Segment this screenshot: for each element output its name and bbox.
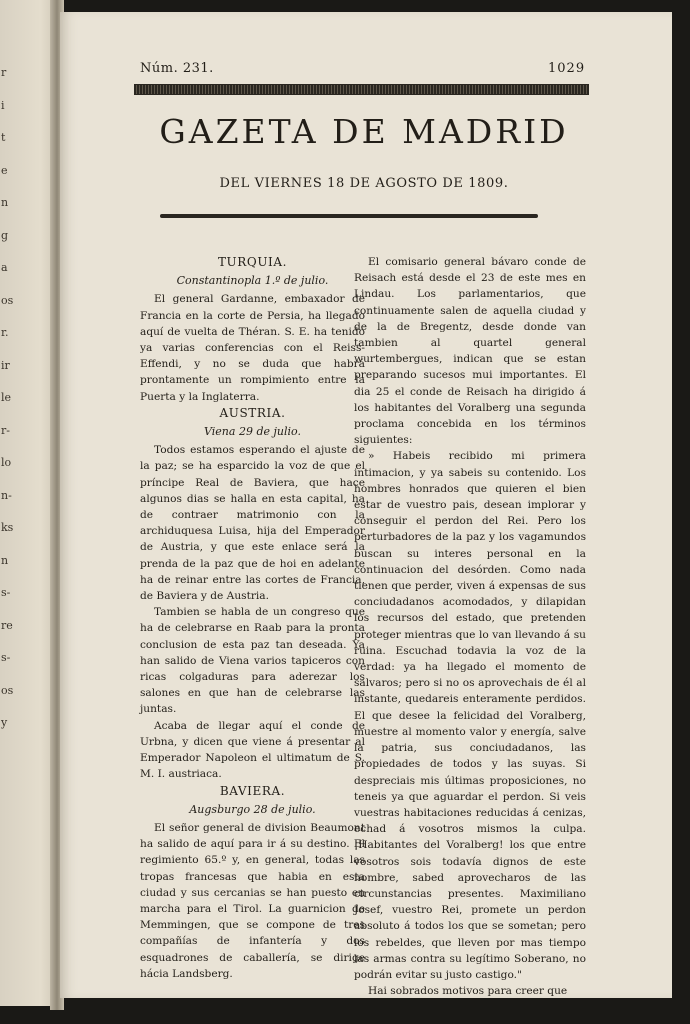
section-heading-austria: AUSTRIA. (219, 405, 286, 420)
article-paragraph: El señor general de division Beaumont ha salido de aquí para ir á su destino. El regimiento 65.º y, en general, todas las tropas francesas que habia en esta ciudad y sus cercanias se han puesto en marcha para el Tirol. La guarnicion de Memmingen, que se compone de tres compañías de infantería y dos esquadrones de caballería, se dirige hácia Landsberg. (140, 821, 365, 980)
facing-page-text-fragment: n- (1, 488, 12, 502)
ornamental-rule (134, 84, 589, 95)
article-paragraph: Todos estamos esperando el ajuste de la paz; se ha esparcido la voz de que el príncipe Real de Baviera, que hace algunos dias se halla en esta capital, ha de contraer matrimonio con la archiduquesa Luisa, hija del Emperador de Austria, y que este enlace será la prenda de la paz que de hoi en adelante ha de reinar entre las cortes de Francia, de Baviera y de Austria. (140, 444, 365, 603)
issue-number: Núm. 231. (140, 61, 214, 76)
facing-page-text-fragment: n (1, 553, 9, 567)
facing-page-text-fragment: os (1, 293, 14, 307)
facing-page-text-fragment: n (1, 196, 9, 209)
facing-page-text-fragment: e (1, 163, 8, 177)
article-paragraph: El general Gardanne, embaxador de Francia en la corte de Persia, ha llegado aquí de vuelta de Théran. S. E. ha tenido ya varias conferencias con el Reiss-Effendi, y no se duda que habrá prontamente un rompimiento entre la Puerta y la Inglaterra. (140, 293, 365, 403)
facing-page-text-fragment: g (1, 228, 9, 242)
facing-page-text-fragment: r- (1, 423, 10, 437)
facing-page-text-fragment: re (1, 618, 13, 632)
facing-page-text-fragment: r (1, 66, 7, 79)
facing-page-text-fragment: ks (1, 521, 14, 534)
facing-page-text-fragment: le (1, 391, 12, 404)
facing-page-text-fragment: s- (1, 651, 11, 664)
dateline-augsburgo: Augsburgo 28 de julio. (189, 802, 316, 816)
facing-page-text-fragment: a (1, 261, 8, 274)
section-heading-turquia: TURQUIA. (217, 255, 288, 269)
proclamation-paragraph: » Habeis recibido mi primera intimacion, y ya sabeis su contenido. Los hombres honrados que quieren el bien estar de vuestro pais, desean implorar y conseguir el perdon del Rei. Pero los perturbadores de la paz y los vagamundos buscan su interes personal en la continuacion del desórden. Como nada tienen que perder, viven á expensas de sus conciudadanos acomodados, y dilapidan los recursos del estado, que pretenden proteger mientras que lo van llevando á su ruina. Escuchad todavia la voz de la verdad: ya ha llegado el momento de salvaros; pero si no os aprovechais de él al instante, quedareis enteramente perdidos. El que desee la felicidad del Voralberg, muestre al momento valor y energía, salve la patria, sus conciudadanos, las propiedades de todos y las suyas. Si despreciais mis últimas proposiciones, no teneis ya que aguardar el perdon. Si veis vuestras habitaciones reducidas á cenizas, echad á vosotros mismos la culpa. ¡Habitantes del Voralberg! los que entre vosotros sois todavía dignos de este nombre, sabed aprovecharos de las circunstancias presentes. Maximiliano Josef, vuestro Rei, promete un perdon absoluto á todos los que se sometan; pero los rebeldes, que lleven por mas tiempo las armas contra su legítimo Soberano, no podrán evitar su justo castigo." (354, 450, 586, 981)
newspaper-page (60, 12, 672, 998)
left-column (140, 254, 365, 982)
facing-page-text-fragment: s- (1, 586, 11, 599)
facing-page-text-fragment: r. (1, 326, 9, 339)
article-paragraph: Acaba de llegar aquí el conde de Urbna, y dicen que viene á presentar al Emperador Napoleon el ultimatum de S. M. I. austriaca. (140, 719, 365, 781)
right-column (354, 254, 586, 999)
section-heading-baviera: BAVIERA. (219, 783, 286, 798)
facing-page-text-fragment: os (1, 683, 14, 697)
issue-date: DEL VIERNES 18 DE AGOSTO DE 1809. (219, 176, 509, 191)
header-divider (160, 214, 538, 218)
facing-page-text-fragment: i (1, 98, 5, 112)
facing-page-text-fragment: t (1, 131, 6, 144)
facing-page-text-fragment: ir (1, 358, 10, 372)
article-paragraph: El comisario general bávaro conde de Reisach está desde el 23 de este mes en Lindau. Los parlamentarios, que continuamente salen de aquella ciudad y de la de Bregentz, desde donde van tambien al quartel general wurtembergues, indican que se estan preparando sucesos mui importantes. El dia 25 el conde de Reisach ha dirigido á los habitantes del Voralberg una segunda proclama concebida en los términos siguientes: (354, 256, 586, 447)
dateline-viena: Viena 29 de julio. (204, 425, 301, 439)
facing-page-text-fragment: y (1, 716, 8, 729)
facing-page-text-fragment: lo (1, 456, 12, 469)
masthead-title: GAZETA DE MADRID (159, 112, 569, 151)
article-paragraph: Tambien se habla de un congreso que ha de celebrarse en Raab para la pronta conclusion de esta paz tan deseada. Ya han salido de Viena varios tapiceros con ricas colgaduras para aderezar los salones en que han de celebrarse las juntas. (140, 606, 365, 716)
dateline-constantinopla: Constantinopla 1.º de julio. (176, 274, 329, 288)
article-paragraph: Hai sobrados motivos para creer que (368, 985, 568, 998)
page-number: 1029 (548, 61, 586, 76)
